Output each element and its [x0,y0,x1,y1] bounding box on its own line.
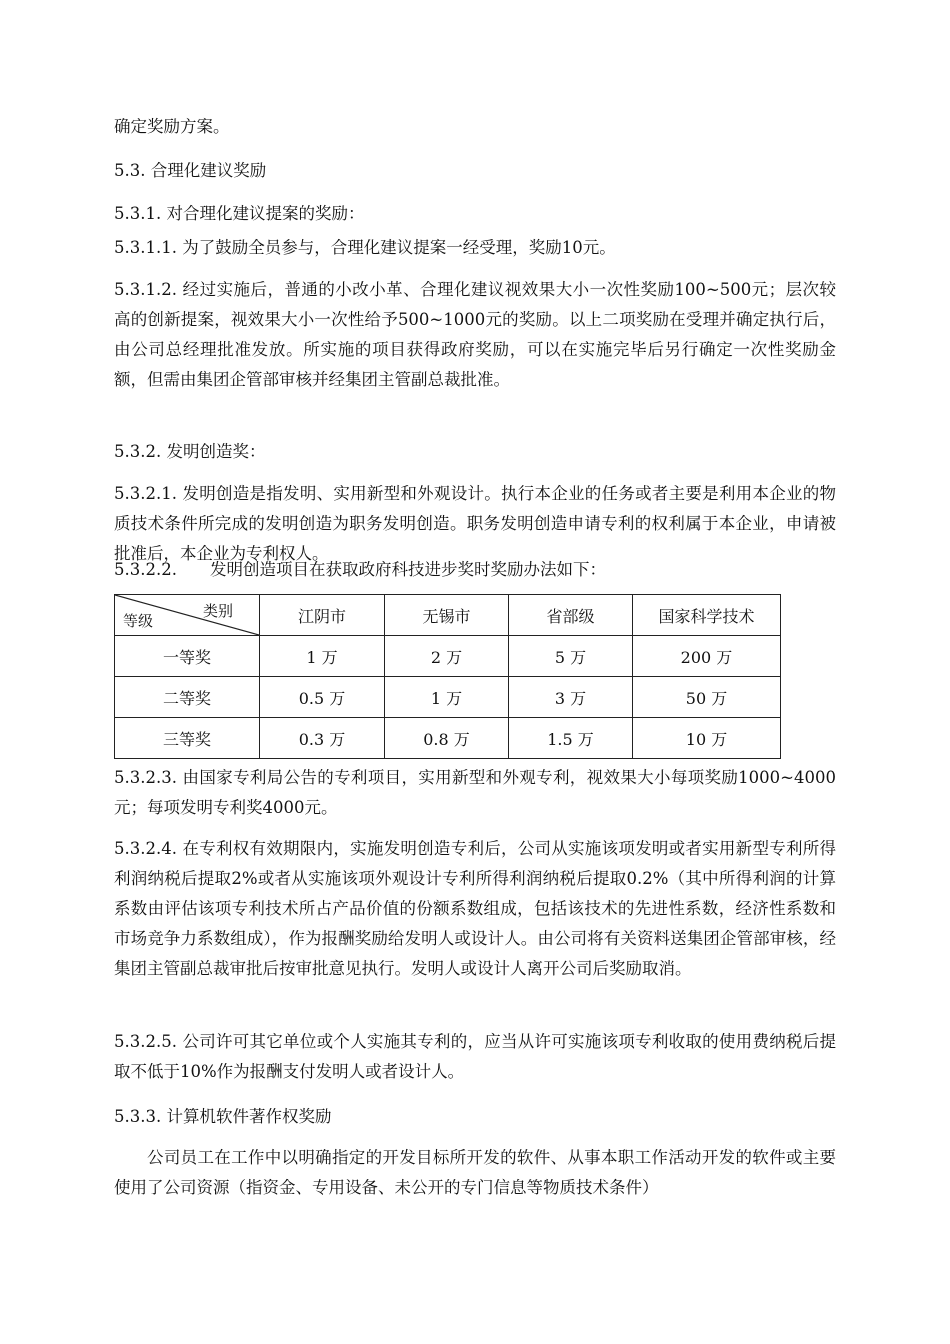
table-header-row [115,595,781,636]
column-header: 国家科学技术 [633,595,781,636]
row-label: 三等奖 [115,718,260,759]
heading-5-3-2: 5.3.2. 发明创造奖： [114,442,266,461]
paragraph-5-3-2-2: 5.3.2.2. 发明创造项目在获取政府科技进步奖时奖励办法如下： [114,560,606,579]
table-corner-cell [115,595,260,636]
row-label: 二等奖 [115,677,260,718]
table-cell: 1 万 [385,677,509,718]
paragraph-software: 公司员工在工作中以明确指定的开发目标所开发的软件、从事本职工作活动开发的软件或主要使用了公司资源（指资金、专用设备、未公开的专门信息等物质技术条件） [114,1148,836,1197]
table-row [115,677,781,718]
award-table [114,594,781,759]
column-header: 省部级 [509,595,633,636]
corner-label-category: 类别 [202,602,233,620]
table-row [115,636,781,677]
table-cell: 1 万 [260,636,385,677]
paragraph-5-3-2-4: 5.3.2.4. 在专利权有效期限内，实施发明创造专利后，公司从实施该项发明或者实用新型专利所得利润纳税后提取2%或者从实施该项外观设计专利所得利润纳税后提取0.2%（其中所得利润的计算系数由评估该项专利技术所占产品价值的份额系数组成，包括该技术的先进性系数，经济性系数和市场竞争力系数组成），作为报酬奖励给发明人或设计人。由公司将有关资料送集团企管部审核，经集团主管副总裁审批后按审批意见执行。发明人或设计人离开公司后奖励取消。 [114,839,836,978]
heading-5-3-1: 5.3.1. 对合理化建议提案的奖励： [114,204,365,223]
row-label: 一等奖 [115,636,260,677]
table-cell: 5 万 [509,636,633,677]
table-row [115,718,781,759]
paragraph-5-3-1-1: 5.3.1.1. 为了鼓励全员参与，合理化建议提案一经受理，奖励10元。 [114,238,616,257]
paragraph-5-3-1-2: 5.3.1.2. 经过实施后，普通的小改小革、合理化建议视效果大小一次性奖励100~500元；层次较高的创新提案，视效果大小一次性给予500~1000元的奖励。以上二项奖励在受理并确定执行后，由公司总经理批准发放。所实施的项目获得政府奖励，可以在实施完毕后另行确定一次性奖励金额，但需由集团企管部审核并经集团主管副总裁批准。 [114,280,836,389]
table-cell: 0.8 万 [385,718,509,759]
table-cell: 10 万 [633,718,781,759]
paragraph-5-3-2-1: 5.3.2.1. 发明创造是指发明、实用新型和外观设计。执行本企业的任务或者主要是利用本企业的物质技术条件所完成的发明创造为职务发明创造。职务发明创造申请专利的权利属于本企业，申请被批准后，本企业为专利权人。 [114,484,836,563]
column-header: 无锡市 [385,595,509,636]
corner-label-grade: 等级 [123,612,154,630]
table-cell: 3 万 [509,677,633,718]
paragraph-5-3-2-3: 5.3.2.3. 由国家专利局公告的专利项目，实用新型和外观专利，视效果大小每项奖励1000~4000元；每项发明专利奖4000元。 [114,768,836,817]
paragraph-intro: 确定奖励方案。 [114,117,230,136]
table-cell: 1.5 万 [509,718,633,759]
heading-5-3: 5.3. 合理化建议奖励 [114,161,267,180]
table-cell: 2 万 [385,636,509,677]
column-header: 江阴市 [260,595,385,636]
table-cell: 200 万 [633,636,781,677]
paragraph-5-3-2-5: 5.3.2.5. 公司许可其它单位或个人实施其专利的，应当从许可实施该项专利收取的使用费纳税后提取不低于10%作为报酬支付发明人或者设计人。 [114,1032,836,1081]
table-cell: 0.5 万 [260,677,385,718]
heading-5-3-3: 5.3.3. 计算机软件著作权奖励 [114,1107,332,1126]
table-cell: 0.3 万 [260,718,385,759]
table-cell: 50 万 [633,677,781,718]
